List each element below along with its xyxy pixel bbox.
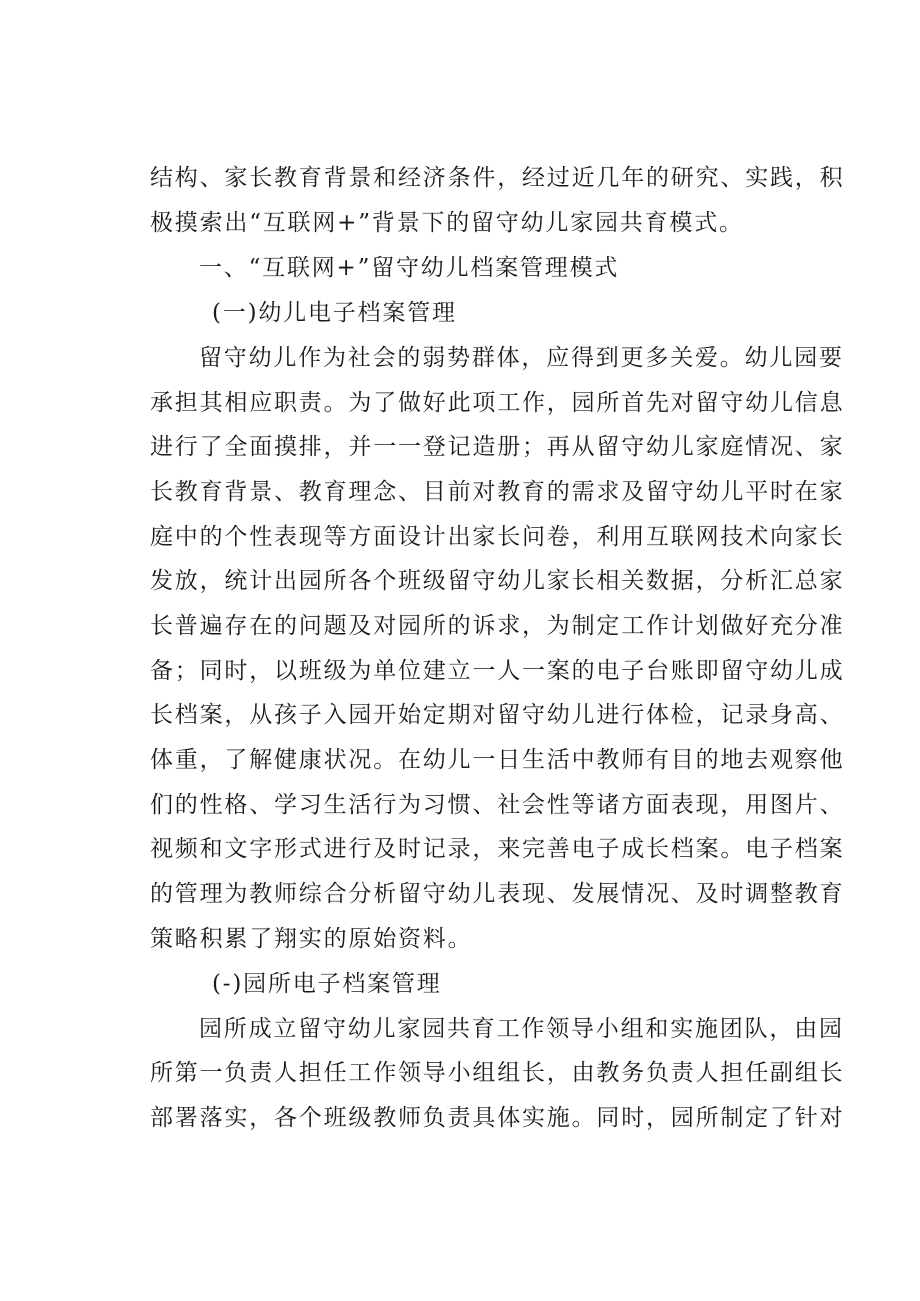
paragraph-line: 留守幼儿作为社会的弱势群体，应得到更多关爱。幼儿园要 xyxy=(199,345,844,371)
paragraph-line: 庭中的个性表现等方面设计出家长问卷，利用互联网技术向家长 xyxy=(150,524,845,550)
paragraph-line: 备；同时，以班级为单位建立一人一案的电子台账即留守幼儿成 xyxy=(150,658,845,684)
paragraph-line: 策略积累了翔实的原始资料。 xyxy=(150,926,473,952)
paragraph-line: 长普遍存在的问题及对园所的诉求，为制定工作计划做好充分准 xyxy=(150,613,845,639)
paragraph-line: 长教育背景、教育理念、目前对教育的需求及留守幼儿平时在家 xyxy=(150,479,845,505)
paragraph-line: 所第一负责人担任工作领导小组组长，由教务负责人担任副组长 xyxy=(150,1060,845,1086)
paragraph-line: 结构、家长教育背景和经济条件，经过近几年的研究、实践，积 xyxy=(150,165,845,191)
subsection-heading: (一)幼儿电子档案管理 xyxy=(212,300,457,326)
paragraph-line: 园所成立留守幼儿家园共育工作领导小组和实施团队，由园 xyxy=(199,1016,844,1042)
subsection-heading: (-)园所电子档案管理 xyxy=(212,971,442,997)
paragraph-line: 进行了全面摸排，并一一登记造册；再从留守幼儿家庭情况、家 xyxy=(150,434,845,460)
paragraph-line: 长档案，从孩子入园开始定期对留守幼儿进行体检，记录身高、 xyxy=(150,702,845,728)
paragraph-line: 部署落实，各个班级教师负责具体实施。同时，园所制定了针对 xyxy=(150,1105,845,1131)
paragraph-line: 发放，统计出园所各个班级留守幼儿家长相关数据，分析汇总家 xyxy=(150,568,845,594)
section-heading: 一、“互联网+”留守幼儿档案管理模式 xyxy=(199,255,620,281)
paragraph-line: 的管理为教师综合分析留守幼儿表现、发展情况、及时调整教育 xyxy=(150,881,845,907)
paragraph-line: 体重，了解健康状况。在幼儿一日生活中教师有目的地去观察他 xyxy=(150,747,845,773)
paragraph-line: 们的性格、学习生活行为习惯、社会性等诸方面表现，用图片、 xyxy=(150,792,845,818)
paragraph-line: 承担其相应职责。为了做好此项工作，园所首先对留守幼儿信息 xyxy=(150,390,845,416)
paragraph-line: 视频和文字形式进行及时记录，来完善电子成长档案。电子档案 xyxy=(150,836,845,862)
paragraph-line: 极摸索出“互联网+”背景下的留守幼儿家园共育模式。 xyxy=(150,210,744,236)
